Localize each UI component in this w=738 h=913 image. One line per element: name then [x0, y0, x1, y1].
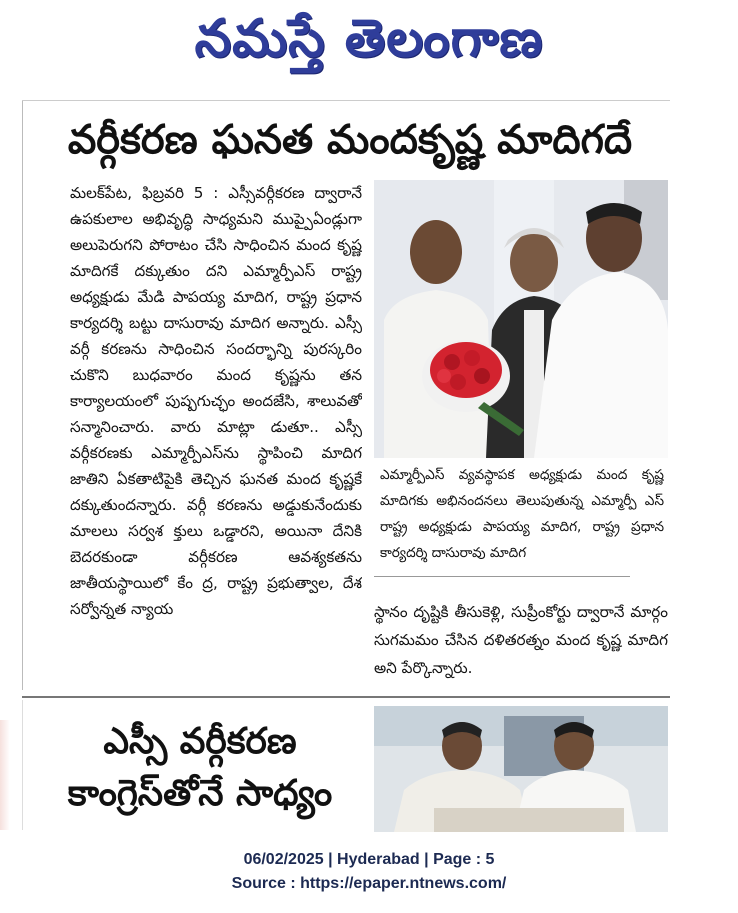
- headline-line: ఎస్సీ వర్గీకరణ: [103, 721, 297, 762]
- headline-rule: [22, 100, 670, 101]
- article-headline: వర్గీకరణ ఘనత మందకృష్ణ మాదిగదే: [67, 117, 633, 163]
- page-footer: [0, 848, 738, 908]
- newspaper-masthead: [0, 8, 738, 78]
- page-edge: [0, 720, 10, 830]
- dateline: మలక్‌పేట, ఫిబ్రవరి 5 :: [70, 184, 219, 202]
- article-separator: [22, 696, 670, 698]
- source-link[interactable]: Source : https://epaper.ntnews.com/: [231, 875, 507, 892]
- article-text: ఎస్సీవర్గీకరణ ద్వారానే ఉపకులాల అభివృద్ధి సాధ్యమని ముప్పైఏండ్లుగా అలుపెరుగని పోరాటం చేసి సాధించిన మంద కృష్ణ మాదిగకే దక్కుతుం దని ఎమ్మార్పీఎస్ రాష్ట్ర అధ్యక్షుడు మేడి పాపయ్య మాదిగ, రాష్ట్ర ప్రధాన కార్యదర్శి బట్టు దాసురావు మాదిగ అన్నారు. ఎస్సీ వర్గీ కరణను సాధించిన సందర్భాన్ని పురస్కరిం చుకొని బుధవారం మంద కృష్ణను తన కార్యాలయంలో పుష్పగుచ్ఛం అందజేసి, శాలువతో సన్మానించారు. వారు మాట్లా డుతూ.. ఎస్సీ వర్గీకరణకు ఎమ్మార్పీఎస్‌ను స్థాపించి మాదిగ జాతిని ఏకతాటిపైకి తెచ్చిన ఘనత మంద కృష్ణకే దక్కుతుందన్నారు. వర్గీ కరణను అడ్డుకునేందుకు మాలలు సర్వశ క్తులు ఒడ్డారని, అయినా దేనికి బెదరకుండా వర్గీకరణ ఆవశ్యకతను జాతీయస్థాయిలో కేం ద్ర, రాష్ట్ర ప్రభుత్వాల, దేశ సర్వోన్నత న్యాయ: [70, 184, 362, 618]
- headline-line: కాంగ్రెస్‌తోనే సాధ్యం: [67, 773, 333, 814]
- column-rule: [22, 100, 23, 690]
- masthead-title: నమస్తే తెలంగాణ: [194, 8, 544, 69]
- cut-off-text-strokes: [70, 830, 360, 832]
- column-rule: [22, 700, 23, 830]
- caption-rule: [374, 576, 630, 577]
- article-body-left: [70, 180, 362, 680]
- photo-caption: ఎమ్మార్పీఎస్ వ్యవస్థాపక అధ్యక్షుడు మంద కృష్ణ మాదిగకు అభినందనలు తెలుపుతున్న ఎమ్మార్పీ ఎస్ రాష్ట్ర అధ్యక్షుడు పాపయ్య మాదిగ, రాష్ట్ర ప్రధాన కార్యదర్శి దాసురావు మాదిగ: [380, 467, 664, 561]
- edition-info: 06/02/2025 | Hyderabad | Page : 5: [243, 851, 495, 868]
- article-body-right: స్థానం దృష్టికి తీసుకెళ్లి, సుప్రీంకోర్టు ద్వారానే మార్గం సుగమమం చేసిన దళితరత్నం మంద కృష్ణ మాదిగ అని పేర్కొన్నారు.: [374, 603, 668, 677]
- news-photo-2-illustration: [374, 706, 668, 832]
- news-photo: [374, 180, 668, 458]
- cut-off-text: [70, 826, 360, 832]
- news-photo-illustration: [374, 180, 668, 458]
- news-photo-2: [374, 706, 668, 832]
- second-article-headline: [40, 716, 360, 826]
